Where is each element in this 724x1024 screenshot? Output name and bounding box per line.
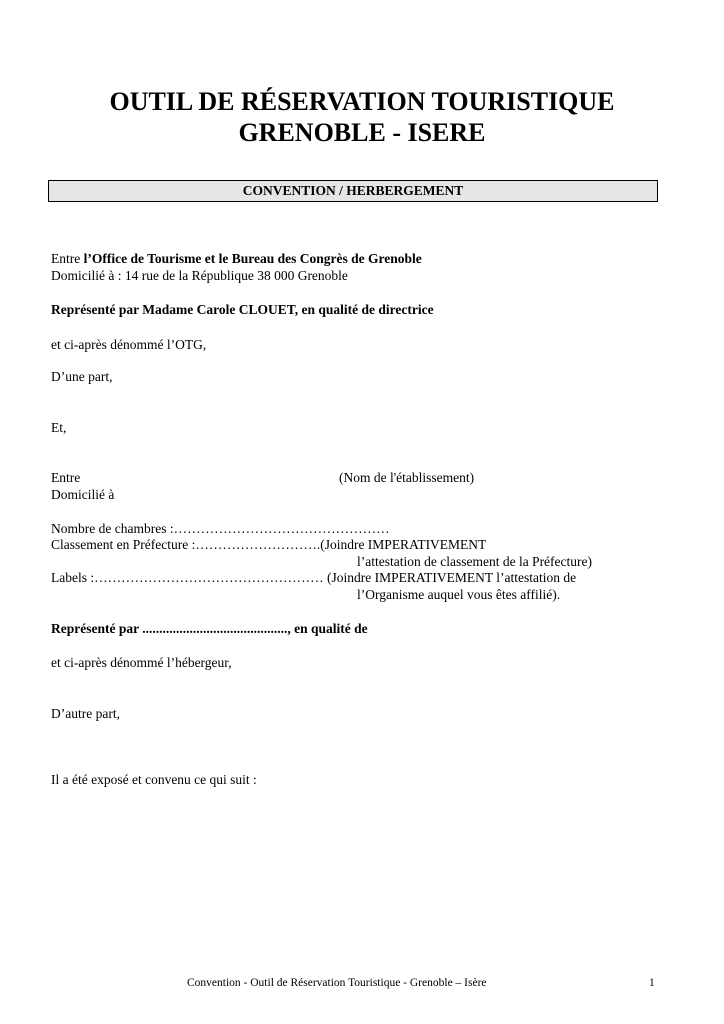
- footer-text: Convention - Outil de Réservation Touristique - Grenoble – Isère: [187, 977, 487, 989]
- section-heading-box: CONVENTION / HERBERGEMENT: [48, 180, 658, 202]
- expose-line: Il a été exposé et convenu ce qui suit :: [51, 772, 257, 787]
- party2-autre-part: D’autre part,: [51, 706, 120, 721]
- party2-represente: Représenté par ..........................................., en qualité de: [51, 621, 368, 636]
- party2-classement-cont: l’attestation de classement de la Préfecture): [357, 554, 593, 569]
- party2-entre: Entre: [51, 470, 81, 485]
- page-title: [0, 86, 724, 148]
- party1-une-part: D’une part,: [51, 369, 113, 384]
- party2-classement: Classement en Préfecture :……………………….(Joindre IMPERATIVEMENT: [51, 537, 487, 552]
- party1-domicile: Domicilié à : 14 rue de la République 38 000 Grenoble: [51, 268, 348, 283]
- title-line-2: GRENOBLE - ISERE: [238, 118, 486, 147]
- party1-entre-line: [51, 251, 422, 267]
- page-number: 1: [649, 977, 655, 989]
- party1-represente: Représenté par Madame Carole CLOUET, en qualité de directrice: [51, 302, 434, 317]
- title-line-1: OUTIL DE RÉSERVATION TOURISTIQUE: [109, 87, 615, 116]
- party1-entre-prefix: Entre: [51, 251, 84, 266]
- party2-denomme: et ci-après dénommé l’hébergeur,: [51, 655, 232, 670]
- party2-nom-etablissement: (Nom de l'établissement): [339, 470, 475, 485]
- party1-organisation: l’Office de Tourisme et le Bureau des Congrès de Grenoble: [83, 251, 422, 266]
- party2-labels-cont: l’Organisme auquel vous êtes affilié).: [357, 587, 561, 602]
- party2-labels: Labels :…………………………………………… (Joindre IMPERATIVEMENT l’attestation de: [51, 570, 577, 585]
- party1-denomme: et ci-après dénommé l’OTG,: [51, 337, 207, 352]
- party2-domicile: Domicilié à: [51, 487, 115, 502]
- party2-chambres: Nombre de chambres :…………………………………………: [51, 521, 390, 536]
- separator-et: Et,: [51, 420, 67, 435]
